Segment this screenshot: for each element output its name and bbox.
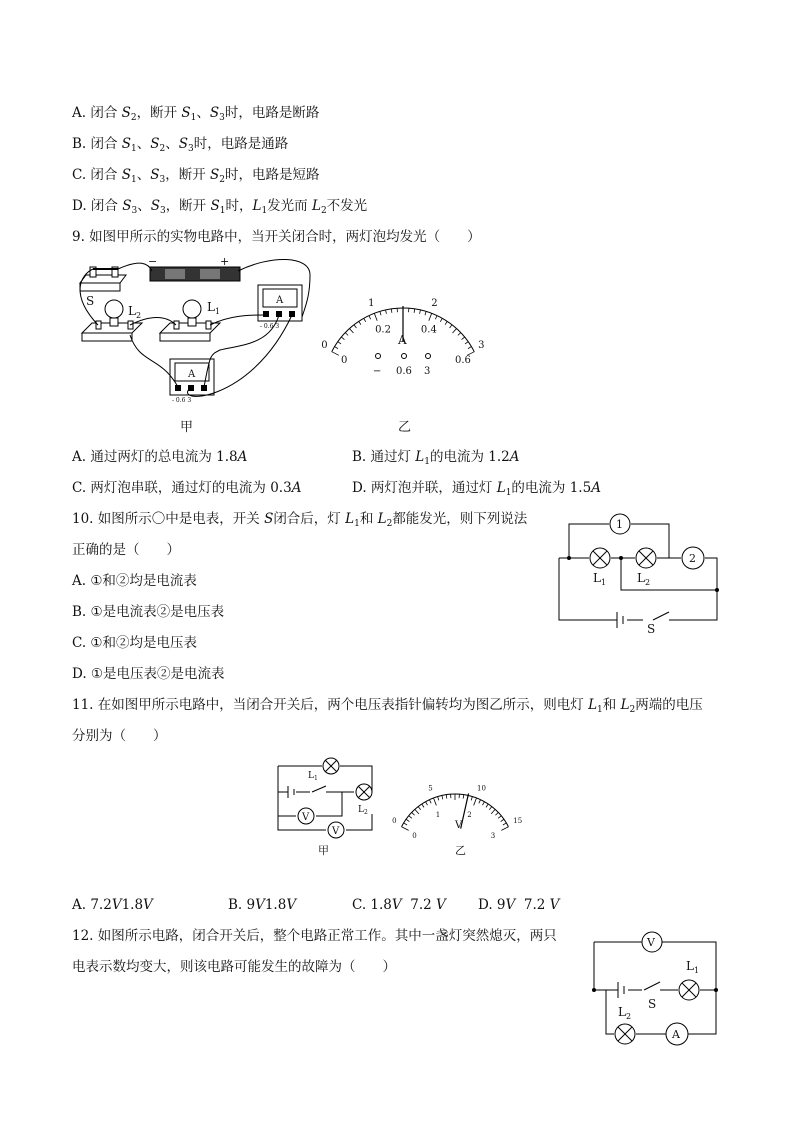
dial-tick (429, 800, 431, 804)
dial-lower-label: 2 (467, 810, 472, 819)
dial-tick (332, 352, 339, 356)
q11-option-c: C. 1.8V 7.2 V (352, 897, 446, 913)
dial-tick (338, 342, 341, 344)
dial-tick (345, 333, 348, 336)
dial-tick (359, 321, 361, 324)
q10-circuit-diagram (555, 510, 725, 635)
lamp-l1-symbol (590, 548, 610, 568)
svg-text:S: S (647, 622, 656, 636)
dial-tick (420, 310, 421, 314)
dial-tick (354, 325, 356, 328)
dial-tick (438, 797, 439, 801)
dial-tick (458, 333, 461, 336)
q9-option-a: A. 通过两灯的总电流为 1.8A (72, 449, 248, 465)
q8-option-d: D. 闭合 $S_3$、$S_3$，断开 $S_1$时，$L_1$发光而 $L_2$不发光 (72, 198, 368, 216)
dial-lower-label: 0.6 (455, 354, 471, 366)
q10-stem-2: 正确的是（ ） (72, 542, 180, 558)
svg-text:S: S (648, 997, 657, 1011)
dial-lower-label: 0 (340, 354, 348, 366)
dial-tick (462, 337, 465, 340)
dial-tick (440, 318, 442, 321)
q9-caption-yi: 乙 (398, 420, 412, 435)
dial-upper-label: 0 (392, 817, 397, 826)
lamp-l2-symbol (615, 1024, 635, 1044)
svg-text:L2: $L_2$ (618, 1005, 632, 1021)
dial-tick (412, 812, 415, 815)
dial-tick (418, 807, 420, 810)
q11-voltmeter-dial (392, 762, 523, 841)
dial-upper-label: 0 (321, 340, 328, 352)
q11-option-d: D. 9V 7.2 V (478, 897, 560, 913)
dial-tick (414, 309, 415, 313)
q10-option-b: B. ①是电流表②是电压表 (72, 604, 225, 620)
dial-tick (489, 807, 491, 810)
dial-tick (386, 310, 387, 314)
dial-upper-label: 10 (477, 784, 486, 793)
dial-tick (426, 802, 428, 805)
q11-circuit-diagram (272, 758, 382, 838)
dial-tick (364, 318, 366, 321)
dial-tick (498, 816, 501, 819)
dial-tick (471, 797, 472, 801)
q8-option-b: B. 闭合 $S_1$、$S_2$、$S_3$时，电路是通路 (72, 136, 289, 154)
dial-tick (425, 311, 426, 315)
q9-figure-physical-circuit (70, 255, 320, 415)
svg-text:L2: $L_2$ (358, 805, 368, 816)
dial-tick (406, 819, 409, 821)
dial-tick (503, 823, 506, 825)
dial-tick (479, 800, 481, 804)
q9-stem: 9. 如图甲所示的实物电路中，当开关闭合时，两灯泡均发光（ ） (72, 229, 481, 245)
dial-upper-label: 1 (368, 297, 375, 309)
dial-tick (429, 313, 432, 320)
dial-tick (486, 804, 488, 807)
dial-tick (491, 809, 495, 813)
dial-upper-label: 3 (478, 340, 485, 352)
dial-lower-label: 3 (490, 832, 496, 841)
dial-lower-label: 0 (412, 832, 417, 841)
q12-circuit-diagram (590, 928, 722, 1048)
dial-tick (369, 316, 371, 320)
dial-tick (446, 795, 447, 799)
svg-text:1: 1 (616, 518, 623, 531)
q8-option-c: C. 闭合 $S_1$、$S_3$，断开 $S_2$时，电路是短路 (72, 167, 320, 185)
q11-option-b: B. 9V1.8V (228, 897, 297, 913)
lamp-l2-symbol (636, 548, 656, 568)
q12-stem-2: 电表示数均变大，则该电路可能发生的故障为（ ） (72, 959, 396, 975)
svg-text:A: A (672, 1028, 680, 1041)
dial-tick (463, 795, 464, 799)
switch-label: S (86, 294, 95, 308)
q9-option-c: C. 两灯泡串联，通过灯的电流为 0.3A (72, 480, 302, 496)
dial-tick (501, 827, 508, 831)
q12-stem: 12. 如图所示电路，闭合开关后，整个电路正常工作。其中一盏灯突然熄灭，两只 (72, 928, 557, 944)
dial-tick (415, 809, 419, 813)
lamp-l2-symbol (356, 784, 372, 800)
svg-text:V: V (647, 936, 655, 949)
dial-tick (495, 812, 498, 815)
q9-figure-ammeter-dial (320, 278, 490, 378)
dial-tick (501, 819, 504, 821)
svg-text:2: 2 (689, 552, 696, 565)
dial-tick (435, 316, 437, 320)
q11-caption-yi: 乙 (455, 844, 466, 857)
lamp-l1-symbol (323, 758, 339, 774)
dial-tick (349, 329, 353, 333)
dial-tick (380, 311, 381, 315)
q10-option-a: A. ①和②均是电流表 (72, 573, 197, 589)
q11-stem: 11. 在如图甲所示电路中，当闭合开关后，两个电压表指针偏转均为图乙所示，则电灯 $L_1$和 $L_2$两端的电压 (72, 697, 703, 715)
dial-tick (374, 313, 377, 320)
dial-tick (391, 309, 392, 313)
dial-tick (433, 798, 436, 805)
dial-tick (468, 347, 471, 349)
dial-lower-label: 1 (435, 810, 441, 819)
svg-text:3: 3 (424, 366, 431, 377)
q8-option-a: A. 闭合 $S_2$，断开 $S_1$、$S_3$时，电路是断路 (72, 105, 320, 123)
dial-lower-label: 0.4 (420, 324, 437, 336)
dial-upper-label: 2 (431, 297, 438, 309)
dial-tick (465, 342, 468, 344)
dial-tick (402, 827, 409, 831)
svg-text:L1: $L_1$ (308, 771, 318, 782)
dial-tick (341, 337, 344, 340)
svg-text:V: V (332, 826, 340, 837)
battery-plus: + (220, 255, 230, 268)
q10-option-d: D. ①是电压表②是电流表 (72, 666, 225, 682)
dial-tick (335, 347, 338, 349)
dial-tick (474, 798, 477, 805)
svg-text:A: A (188, 369, 196, 380)
svg-text:0.6: 0.6 (396, 366, 412, 377)
dial-lower-label: 0.2 (375, 324, 391, 336)
switch-board (80, 275, 126, 291)
battery-box (150, 267, 240, 281)
svg-text:L2: $L_2$ (637, 571, 651, 587)
q9-option-b: B. 通过灯 $L_1$的电流为 1.2A (352, 449, 520, 467)
dial-tick (409, 816, 412, 819)
q11-caption-jia: 甲 (318, 844, 329, 857)
svg-text:- 0.6 3: - 0.6 3 (172, 397, 192, 404)
dial-unit: A (398, 333, 407, 347)
q9-caption-jia: 甲 (180, 420, 194, 435)
dial-tick (422, 804, 424, 807)
dial-tick (442, 795, 443, 799)
dial-tick (450, 325, 452, 328)
battery-minus: − (148, 255, 158, 268)
lamp-l1-label: $L_1$ (207, 300, 221, 316)
lamp-l2-label: $L_2$ (128, 304, 142, 320)
q10-stem: 10. 如图所示〇中是电表，开关 S闭合后，灯 $L_1$和 $L_2$都能发光，则下列说法 (72, 511, 528, 529)
svg-text:A: A (276, 295, 284, 306)
dial-tick (453, 329, 457, 333)
svg-text:V: V (455, 820, 463, 831)
svg-text:- 0.6 3: - 0.6 3 (260, 323, 280, 330)
q11-option-a: A. 7.2V1.8V (72, 897, 153, 913)
q10-option-c: C. ①和②均是电压表 (72, 635, 198, 651)
dial-tick (482, 802, 484, 805)
dial-upper-label: 5 (428, 784, 433, 793)
q9-option-d: D. 两灯泡并联，通过灯 $L_1$的电流为 1.5A (352, 480, 601, 498)
dial-upper-label: 15 (513, 817, 523, 826)
voltmeter-dial-arc (392, 785, 522, 841)
dial-tick (404, 823, 407, 825)
svg-text:L1: $L_1$ (593, 571, 607, 587)
svg-text:L1: $L_1$ (686, 959, 700, 975)
q11-stem-2: 分别为（ ） (72, 728, 167, 744)
lamp-l1-symbol (679, 980, 699, 1000)
svg-text:−: − (373, 366, 382, 377)
svg-text:V: V (302, 812, 310, 823)
dial-tick (445, 321, 447, 324)
